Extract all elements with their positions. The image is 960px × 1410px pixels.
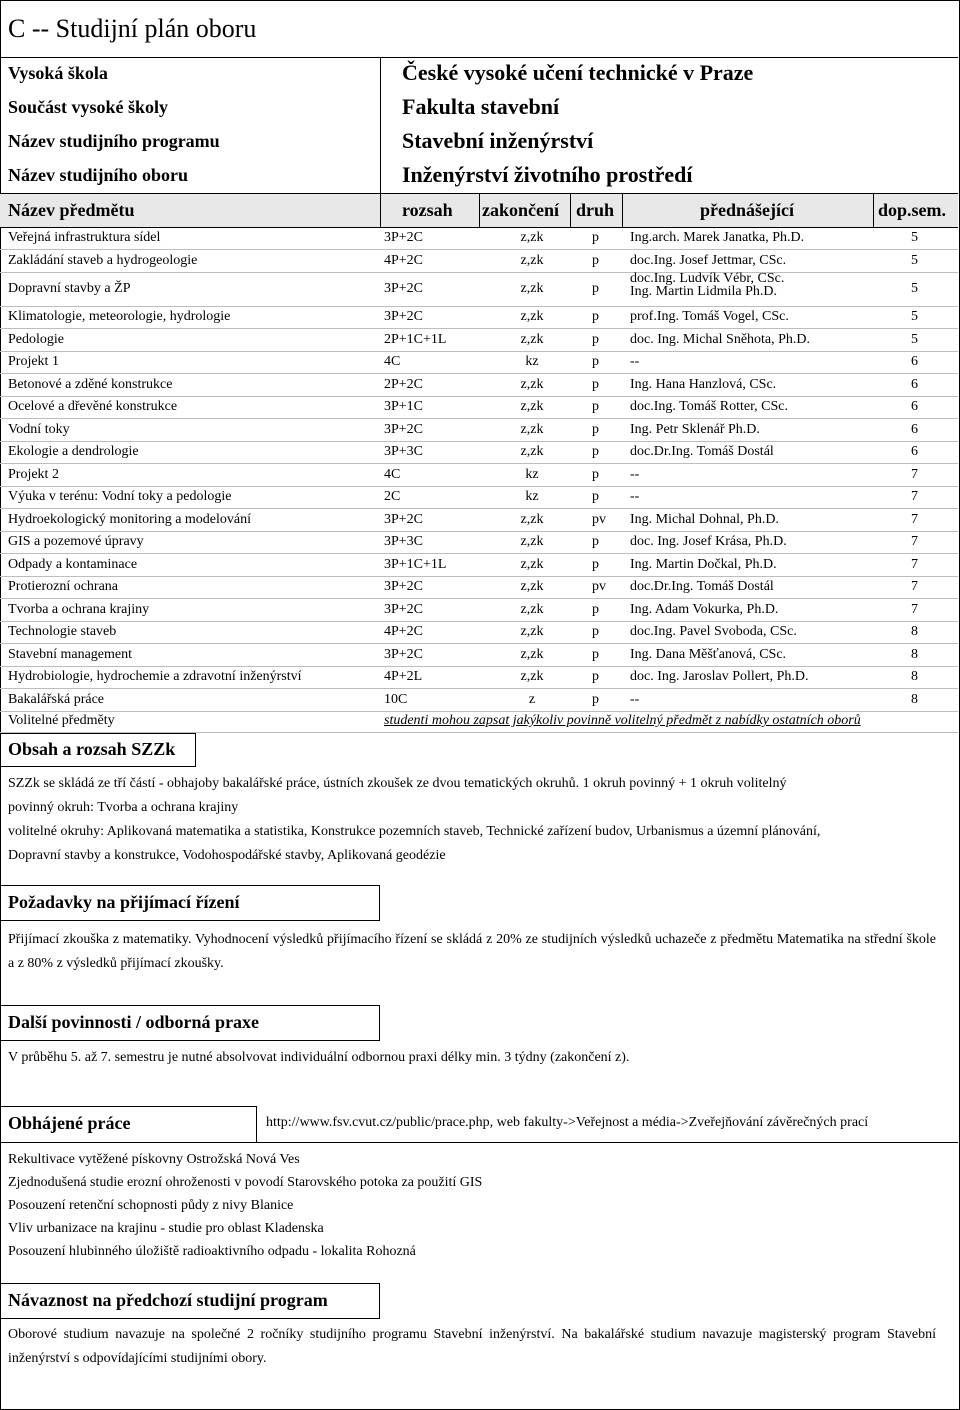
col-divider <box>479 194 480 227</box>
course-druh: p <box>592 601 599 617</box>
course-zakonceni: z,zk <box>520 399 544 414</box>
course-prednasejici: Ing. Dana Měšťanová, CSc. <box>630 646 787 662</box>
section-heading-text: Návaznost na předchozí studijní program <box>8 1290 328 1310</box>
prace-item: Rekultivace vytěžené pískovny Ostrožská Nová Ves <box>8 1152 300 1167</box>
course-rozsah: 3P+3C <box>384 444 424 459</box>
course-druh: p <box>592 444 599 459</box>
course-prednasejici: doc.Dr.Ing. Tomáš Dostál <box>630 579 774 594</box>
section-szzk-heading <box>0 733 196 767</box>
course-zakonceni: z,zk <box>520 309 544 324</box>
table-row <box>0 576 958 599</box>
table-row <box>0 306 958 329</box>
course-sem: 7 <box>911 601 918 617</box>
table-row <box>0 486 958 509</box>
header-label: Vysoká škola <box>8 63 108 83</box>
course-druh: p <box>592 556 599 572</box>
course-sem: 8 <box>911 669 918 684</box>
course-name: Odpady a kontaminace <box>8 556 138 572</box>
course-rozsah: 3P+2C <box>384 230 424 245</box>
course-sem: 5 <box>911 230 918 245</box>
course-rozsah: 2P+1C+1L <box>384 331 447 347</box>
header-value: Inženýrství životního prostředí <box>402 162 693 187</box>
course-zakonceni: kz <box>525 489 539 504</box>
course-sem: 6 <box>911 421 918 437</box>
table-row <box>0 351 958 374</box>
volitelne-label: Volitelné předměty <box>8 713 115 728</box>
szzk-line: Dopravní stavby a konstrukce, Vodohospodářské stavby, Aplikovaná geodézie <box>8 848 446 863</box>
document-title: C -- Studijní plán oboru <box>8 14 257 43</box>
course-prednasejici: doc. Ing. Jaroslav Pollert, Ph.D. <box>630 669 809 684</box>
course-rozsah: 2C <box>384 489 401 504</box>
course-prednasejici: -- <box>630 691 640 707</box>
table-row <box>0 554 958 577</box>
course-druh: p <box>592 354 599 369</box>
course-sem: 5 <box>911 309 918 324</box>
prace-item: Posouzení hlubinného úložiště radioaktivního odpadu - lokalita Rohozná <box>8 1244 416 1259</box>
table-row <box>0 621 958 644</box>
course-druh: p <box>592 669 599 684</box>
prace-item: Vliv urbanizace na krajinu - studie pro oblast Kladenska <box>8 1221 324 1236</box>
section-prijimaci-heading <box>0 885 380 921</box>
course-rozsah: 2P+2C <box>384 376 424 392</box>
course-name: Betonové a zděné konstrukce <box>8 376 173 392</box>
course-druh: p <box>592 691 599 707</box>
course-sem: 8 <box>911 646 918 662</box>
table-row <box>0 644 958 667</box>
course-rozsah: 4P+2C <box>384 624 424 639</box>
course-sem: 6 <box>911 399 918 414</box>
table-row <box>0 329 958 352</box>
course-zakonceni: kz <box>525 354 539 369</box>
course-zakonceni: z,zk <box>520 556 544 572</box>
course-sem: 7 <box>911 556 918 572</box>
col-prednasejici: přednášející <box>700 200 794 220</box>
course-zakonceni: z,zk <box>520 444 544 459</box>
course-zakonceni: kz <box>525 466 539 482</box>
course-name: Ocelové a dřevěné konstrukce <box>8 399 178 414</box>
course-sem: 7 <box>911 489 918 504</box>
course-zakonceni: z,zk <box>520 646 544 662</box>
course-prednasejici: doc.Ing. Pavel Svoboda, CSc. <box>630 624 797 639</box>
header-value: Stavební inženýrství <box>402 128 594 153</box>
course-name: Technologie staveb <box>8 624 117 639</box>
table-row <box>0 666 958 689</box>
prijimaci-text: Přijímací zkouška z matematiky. Vyhodnocení výsledků přijímacího řízení se skládá z 20% ze studijních výsledků uchazeče z předmětu Matematika na střední škole a z 80% z výsledků přijímací zkoušky. <box>8 932 936 971</box>
course-prednasejici: Ing. Martin Dočkal, Ph.D. <box>630 556 777 572</box>
course-sem: 6 <box>911 444 918 459</box>
course-rozsah: 4P+2C <box>384 252 424 268</box>
section-heading-text: Obhájené práce <box>8 1113 131 1133</box>
header-value: Fakulta stavební <box>402 94 560 119</box>
course-rozsah: 3P+2C <box>384 281 424 296</box>
prace-divider <box>256 1106 257 1143</box>
course-druh: p <box>592 421 599 437</box>
course-druh: p <box>592 466 599 482</box>
course-prednasejici: Ing. Martin Lidmila Ph.D. <box>630 284 777 299</box>
course-zakonceni: z,zk <box>520 421 544 437</box>
course-zakonceni: z,zk <box>520 511 544 527</box>
volitelne-note: studenti mohou zapsat jakýkoliv povinně volitelný předmět z nabídky ostatních oborů <box>384 713 861 728</box>
course-prednasejici: Ing. Hana Hanzlová, CSc. <box>630 376 777 392</box>
course-prednasejici: doc.Dr.Ing. Tomáš Dostál <box>630 444 774 459</box>
table-row <box>0 599 958 622</box>
course-name: Stavební management <box>8 646 133 662</box>
szzk-line: SZZk se skládá ze tří částí - obhajoby bakalářské práce, ústních zkoušek ze dvou tematických okruhů. 1 okruh povinný + 1 okruh volitelný <box>8 776 787 791</box>
header-label: Název studijního oboru <box>8 165 189 185</box>
course-druh: p <box>592 281 599 296</box>
course-name: Hydroekologický monitoring a modelování <box>8 511 252 527</box>
course-sem: 7 <box>911 511 918 527</box>
col-name: Název předmětu <box>8 200 135 220</box>
course-druh: pv <box>592 579 606 594</box>
course-zakonceni: z,zk <box>520 624 544 639</box>
course-druh: p <box>592 646 599 662</box>
course-rozsah: 3P+3C <box>384 534 424 549</box>
course-druh: p <box>592 399 599 414</box>
table-row <box>0 441 958 464</box>
course-prednasejici: Ing. Adam Vokurka, Ph.D. <box>630 601 779 617</box>
course-name: Tvorba a ochrana krajiny <box>8 601 150 617</box>
szzk-line: povinný okruh: Tvorba a ochrana krajiny <box>8 800 239 815</box>
prace-item: Zjednodušená studie erozní ohroženosti v povodí Starovského potoka za použití GIS <box>8 1175 483 1190</box>
course-zakonceni: z,zk <box>520 230 544 245</box>
course-name: Projekt 2 <box>8 466 59 482</box>
course-druh: p <box>592 230 599 245</box>
course-name: Vodní toky <box>8 421 70 437</box>
volitelne-row <box>0 710 958 733</box>
course-rozsah: 3P+1C+1L <box>384 556 447 572</box>
header-row-faculty <box>0 92 958 126</box>
course-zakonceni: z,zk <box>520 579 544 594</box>
course-sem: 7 <box>911 466 918 482</box>
course-zakonceni: z,zk <box>520 669 544 684</box>
course-druh: p <box>592 534 599 549</box>
navaznost-text: Oborové studium navazuje na společné 2 ročníky studijního programu Stavební inženýrství. Na bakalářské studium navazuje magisterský program Stavební inženýrství s odpovídajícími studijními obory. <box>8 1327 936 1366</box>
course-zakonceni: z,zk <box>520 601 544 617</box>
course-prednasejici: doc.Ing. Tomáš Rotter, CSc. <box>630 399 789 414</box>
table-row <box>0 374 958 397</box>
col-divider <box>873 194 874 227</box>
course-rozsah: 4C <box>384 354 401 369</box>
course-sem: 5 <box>911 331 918 347</box>
course-rozsah: 3P+2C <box>384 601 424 617</box>
course-prednasejici: Ing. Michal Dohnal, Ph.D. <box>630 511 779 527</box>
course-rozsah: 10C <box>384 691 408 707</box>
prace-item: Posouzení retenční schopnosti půdy z nivy Blanice <box>8 1198 294 1213</box>
course-name: Veřejná infrastruktura sídel <box>8 230 161 245</box>
course-zakonceni: z,zk <box>520 281 544 296</box>
header-label: Název studijního programu <box>8 131 220 151</box>
course-rozsah: 3P+2C <box>384 646 424 662</box>
header-label: Součást vysoké školy <box>8 97 169 117</box>
prace-underline <box>256 1142 958 1143</box>
course-druh: p <box>592 309 599 324</box>
course-zakonceni: z,zk <box>520 252 544 268</box>
col-sem: dop.sem. <box>878 200 947 220</box>
praxe-text: V průběhu 5. až 7. semestru je nutné absolvovat individuální odbornou praxi délky min. 3 týdny (zakončení z). <box>8 1050 630 1065</box>
course-sem: 6 <box>911 376 918 392</box>
course-name: Zakládání staveb a hydrogeologie <box>8 252 198 268</box>
table-row <box>0 464 958 487</box>
document-title-bar <box>0 0 958 58</box>
course-name: GIS a pozemové úpravy <box>8 534 144 549</box>
course-name: Klimatologie, meteorologie, hydrologie <box>8 309 231 324</box>
col-divider <box>570 194 571 227</box>
course-prednasejici: -- <box>630 489 640 504</box>
course-prednasejici: prof.Ing. Tomáš Vogel, CSc. <box>630 309 789 324</box>
course-druh: p <box>592 376 599 392</box>
course-rozsah: 3P+2C <box>384 511 424 527</box>
course-rozsah: 4P+2L <box>384 669 423 684</box>
course-rozsah: 3P+1C <box>384 399 424 414</box>
course-rozsah: 3P+2C <box>384 309 424 324</box>
course-sem: 5 <box>911 281 918 296</box>
header-row-program <box>0 126 958 160</box>
course-zakonceni: z,zk <box>520 331 544 347</box>
course-sem: 7 <box>911 579 918 594</box>
header-row-field <box>0 160 958 194</box>
course-druh: p <box>592 331 599 347</box>
course-name: Projekt 1 <box>8 354 59 369</box>
header-row-school <box>0 58 958 92</box>
col-rozsah: rozsah <box>402 200 453 220</box>
section-prace-heading <box>0 1106 256 1143</box>
col-divider <box>380 194 381 227</box>
course-name: Protierozní ochrana <box>8 579 119 594</box>
header-value: České vysoké učení technické v Praze <box>402 60 754 85</box>
szzk-line: volitelné okruhy: Aplikovaná matematika a statistika, Konstrukce pozemních staveb, Technické zařízení budov, Urbanismus a územní plánování, <box>8 824 821 839</box>
table-row <box>0 531 958 554</box>
prace-link[interactable]: http://www.fsv.cvut.cz/public/prace.php, web fakulty->Veřejnost a média->Zveřejňování závěrečných prací <box>266 1115 869 1130</box>
course-sem: 8 <box>911 691 918 707</box>
course-prednasejici: -- <box>630 354 640 369</box>
course-prednasejici: doc. Ing. Michal Sněhota, Ph.D. <box>630 331 811 347</box>
table-column-header <box>0 193 958 228</box>
col-zakonceni: zakončení <box>482 200 560 220</box>
course-prednasejici: Ing. Petr Sklenář Ph.D. <box>630 421 760 437</box>
course-name: Pedologie <box>8 331 64 347</box>
course-name: Ekologie a dendrologie <box>8 444 139 459</box>
section-heading-text: Další povinnosti / odborná praxe <box>8 1012 260 1032</box>
section-navaznost-heading <box>0 1283 380 1319</box>
header-divider <box>380 58 381 193</box>
table-row <box>0 250 958 273</box>
course-prednasejici: doc. Ing. Josef Krása, Ph.D. <box>630 534 787 549</box>
course-druh: pv <box>592 511 606 527</box>
course-prednasejici: Ing.arch. Marek Janatka, Ph.D. <box>630 230 805 245</box>
table-row <box>0 509 958 532</box>
course-prednasejici: doc.Ing. Ludvík Vébr, CSc. <box>630 271 785 286</box>
course-rozsah: 3P+2C <box>384 579 424 594</box>
section-heading-text: Požadavky na přijímací řízení <box>8 892 240 912</box>
section-praxe-heading <box>0 1005 380 1041</box>
table-row <box>0 272 958 307</box>
course-zakonceni: z <box>528 691 536 707</box>
course-rozsah: 4C <box>384 466 401 482</box>
course-sem: 7 <box>911 534 918 549</box>
table-row <box>0 396 958 419</box>
course-name: Výuka v terénu: Vodní toky a pedologie <box>8 489 232 504</box>
course-prednasejici: -- <box>630 466 640 482</box>
course-sem: 5 <box>911 252 918 268</box>
course-druh: p <box>592 624 599 639</box>
col-divider <box>622 194 623 227</box>
section-heading-text: Obsah a rozsah SZZk <box>8 739 176 759</box>
table-row <box>0 227 958 250</box>
course-sem: 6 <box>911 354 918 369</box>
course-sem: 8 <box>911 624 918 639</box>
course-prednasejici: doc.Ing. Josef Jettmar, CSc. <box>630 252 787 268</box>
course-rozsah: 3P+2C <box>384 421 424 437</box>
course-druh: p <box>592 252 599 268</box>
course-name: Dopravní stavby a ŽP <box>8 281 131 296</box>
course-name: Bakalářská práce <box>8 691 104 707</box>
course-name: Hydrobiologie, hydrochemie a zdravotní inženýrství <box>8 669 302 684</box>
course-druh: p <box>592 489 599 504</box>
col-druh: druh <box>576 200 615 220</box>
table-row <box>0 689 958 712</box>
course-zakonceni: z,zk <box>520 534 544 549</box>
table-row <box>0 419 958 442</box>
course-zakonceni: z,zk <box>520 376 544 392</box>
